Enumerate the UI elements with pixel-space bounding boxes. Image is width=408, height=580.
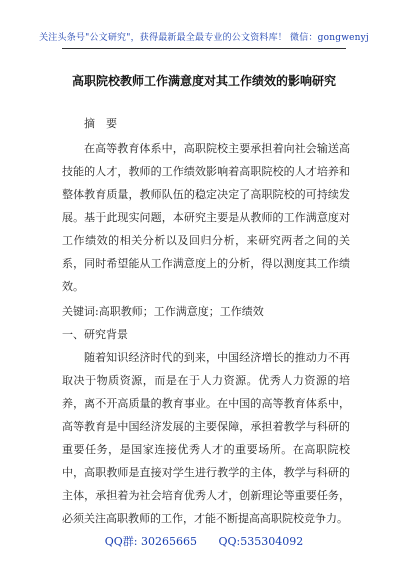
header-divider: [62, 48, 346, 49]
abstract-label: 摘 要: [84, 117, 117, 130]
section-paragraph: 随着知识经济时代的到来，中国经济增长的推动力不再取决于物质资源，而是在于人力资源。优秀人力资源的培养，离不开高质量的教育事业。在中国的高等教育体系中，高等教育是中国经济发展的主要保障，承担着教学与科研的重要任务，是国家连接优秀人才的重要场所。在高职院校中，高职教师是直接对学生进行教学的主体，教学与科研的主体，承担着为社会培育优秀人才，创新理论等重要任务，必须关注高职教师的工作，才能不断提高高职院校竞争力。: [62, 351, 350, 525]
section-heading: 一、研究背景: [62, 328, 128, 341]
footer-contact: [0, 533, 408, 549]
header-note: 关注头条号"公文研究"，获得最新最全最专业的公文资料库！ 微信：gongwenyj: [39, 33, 369, 43]
keywords-line: 关键词:高职教师；工作满意度；工作绩效: [62, 305, 264, 318]
abstract-paragraph: 在高等教育体系中，高职院校主要承担着向社会输送高技能的人才，教师的工作绩效影响着高职院校的人才培养和整体教育质量，教师队伍的稳定决定了高职院校的可持续发展。基于此现实问题，本研究主要是从教师的工作满意度对工作绩效的相关分析以及回归分析，来研究两者之间的关系，同时希望能从工作满意度上的分析，得以测度其工作绩效。: [62, 142, 350, 293]
footer-qq: QQ:535304092: [218, 535, 304, 548]
footer-qq-group: QQ群: 30265665: [104, 535, 197, 548]
document-body: [62, 112, 350, 530]
document-title: 高职院校教师工作满意度对其工作绩效的影响研究: [71, 74, 336, 88]
